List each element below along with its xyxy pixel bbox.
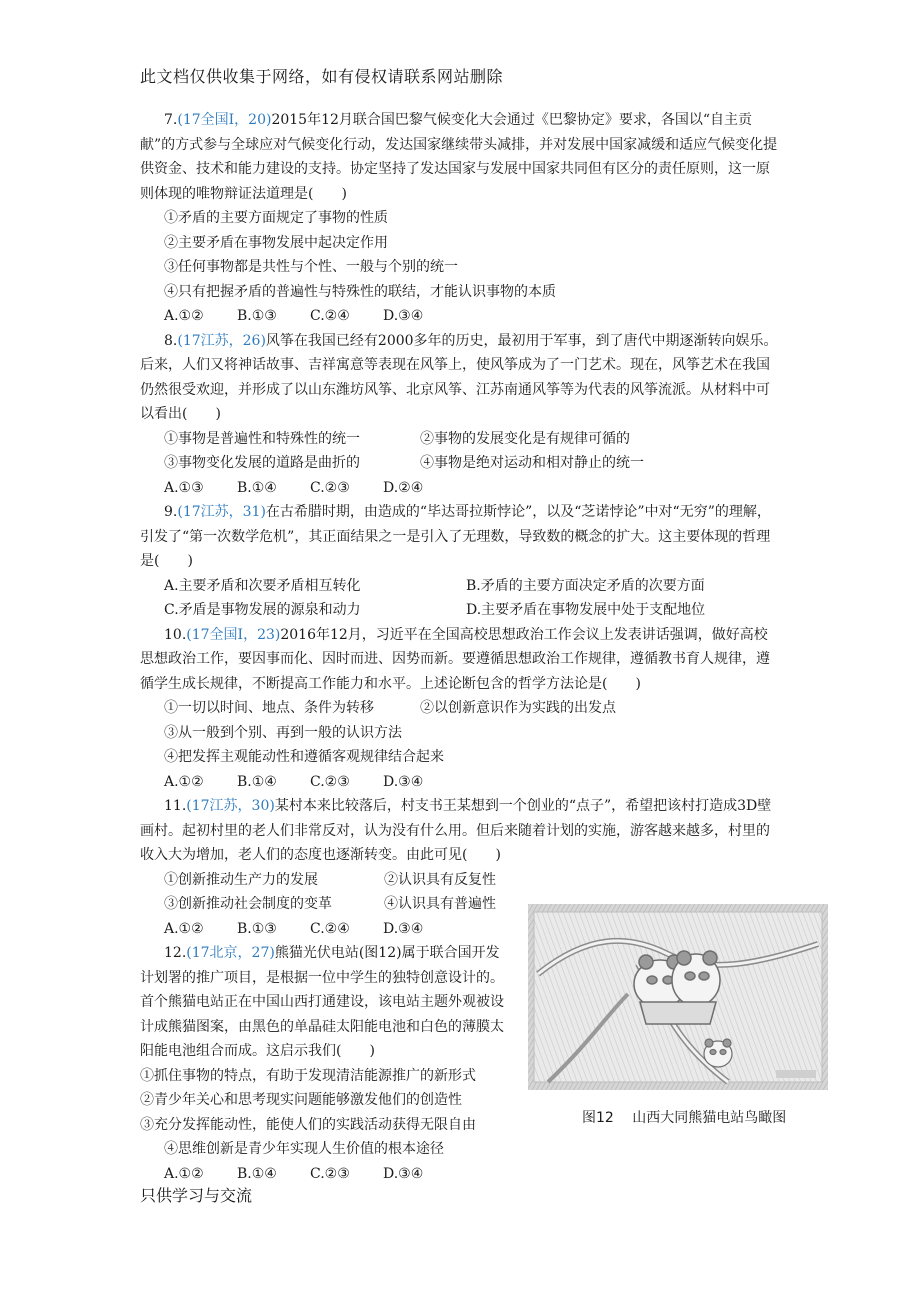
question-9 bbox=[140, 500, 780, 623]
question-10-choice-a: A.①② bbox=[164, 773, 204, 790]
question-8-stem bbox=[140, 329, 780, 427]
question-9-source: (17江苏，31) bbox=[177, 504, 266, 520]
question-7-option-2: ②主要矛盾在事物发展中起决定作用 bbox=[164, 234, 388, 251]
question-10-number: 10. bbox=[164, 626, 187, 643]
question-8-option-1: ①事物是普遍性和特殊性的统一 bbox=[164, 430, 360, 447]
panda-power-station-photo bbox=[528, 904, 828, 1090]
question-10-options-row-1 bbox=[140, 696, 780, 721]
question-7-choice-c: C.②④ bbox=[310, 308, 350, 324]
question-12-option-4: ④思维创新是青少年实现人生价值的根本途径 bbox=[164, 1141, 444, 1157]
question-10 bbox=[140, 623, 780, 795]
question-11-source: (17江苏，30) bbox=[186, 798, 275, 814]
question-10-source: (17全国Ⅰ，23) bbox=[186, 626, 281, 643]
question-11-choice-d: D.③④ bbox=[383, 920, 424, 937]
question-8-number: 8. bbox=[164, 332, 178, 349]
question-8-choice-c: C.②③ bbox=[310, 479, 350, 496]
question-8-choice-a: A.①③ bbox=[164, 479, 204, 496]
question-7-option-1: ①矛盾的主要方面规定了事物的性质 bbox=[164, 210, 388, 226]
question-7-choice-d: D.③④ bbox=[383, 308, 424, 324]
question-9-stem bbox=[140, 500, 780, 574]
question-8 bbox=[140, 329, 780, 501]
question-9-choices-row-2 bbox=[140, 598, 780, 623]
question-10-option-4: ④把发挥主观能动性和遵循客观规律结合起来 bbox=[164, 749, 444, 765]
question-7 bbox=[140, 108, 780, 329]
question-11-choice-b: B.①③ bbox=[237, 920, 277, 937]
question-11-choice-c: C.②④ bbox=[310, 920, 350, 937]
question-11-text: 某村本来比较落后，村支书王某想到一个创业的“点子”，希望把该村打造成3D壁画村。起初村里的老人们非常反对，认为没有什么用。但后来随着计划的实施，游客越来越多，村里的收入大为增加，老人们的态度也逐渐转变。由此可见( ) bbox=[140, 798, 772, 863]
question-8-text: 风筝在我国已经有2000多年的历史，最初用于军事，到了唐代中期逐渐转向娱乐。后来，人们又将神话故事、吉祥寓意等表现在风筝上，使风筝成为了一门艺术。现在，风筝艺术在我国仍然很受欢迎，并形成了以山东潍坊风筝、北京风筝、江苏南通风筝等为代表的风筝流派。从材料中可以看出( ) bbox=[140, 332, 778, 422]
aerial-photo-illustration bbox=[528, 904, 828, 1090]
question-10-choice-c: C.②③ bbox=[310, 773, 350, 790]
question-7-stem bbox=[140, 108, 780, 206]
question-11-stem bbox=[140, 794, 780, 868]
question-7-choices bbox=[140, 304, 780, 329]
question-11-option-2: ②认识具有反复性 bbox=[384, 871, 496, 888]
question-12-choice-b: B.①④ bbox=[237, 1165, 277, 1182]
question-8-choice-b: B.①④ bbox=[237, 479, 277, 496]
question-12-choice-c: C.②③ bbox=[310, 1165, 350, 1182]
question-10-choice-b: B.①④ bbox=[237, 773, 277, 790]
question-7-choice-b: B.①③ bbox=[237, 308, 277, 324]
question-9-number: 9. bbox=[164, 504, 178, 520]
question-7-source: (17全国Ⅰ，20) bbox=[177, 112, 272, 128]
question-10-text: 2016年12月，习近平在全国高校思想政治工作会议上发表讲话强调，做好高校思想政治工作，要因事而化、因时而进、因势而新。要遵循思想政治工作规律，遵循教书育人规律，遵循学生成长规律，不断提高工作能力和水平。上述论断包含的哲学方法论是( ) bbox=[140, 626, 770, 692]
question-9-choice-b: B.矛盾的主要方面决定矛盾的次要方面 bbox=[466, 577, 705, 594]
question-11-options-row-1 bbox=[140, 868, 780, 893]
question-8-option-3: ③事物变化发展的道路是曲折的 bbox=[164, 455, 360, 471]
question-12-choice-d: D.③④ bbox=[383, 1165, 424, 1182]
question-12-option-1: ①抓住事物的特点，有助于发现清洁能源推广的新形式 bbox=[140, 1067, 476, 1084]
question-10-option-3: ③从一般到个别、再到一般的认识方法 bbox=[164, 724, 402, 741]
question-12-option-3: ③充分发挥能动性，能使人们的实践活动获得无限自由 bbox=[140, 1116, 476, 1133]
question-11-number: 11. bbox=[164, 798, 187, 814]
question-12-number: 12. bbox=[164, 945, 187, 961]
question-11-option-4: ④认识具有普遍性 bbox=[384, 896, 496, 912]
page-footer: 只供学习与交流 bbox=[140, 1186, 253, 1205]
panda-figure-small bbox=[704, 1039, 732, 1067]
question-10-choice-d: D.③④ bbox=[383, 773, 424, 790]
question-10-option-1: ①一切以时间、地点、条件为转移 bbox=[164, 700, 374, 716]
figure-caption: 图12 山西大同熊猫电站鸟瞰图 bbox=[582, 1110, 787, 1126]
question-9-choice-a: A.主要矛盾和次要矛盾相互转化 bbox=[164, 577, 361, 594]
panda-figure-large bbox=[634, 951, 720, 1024]
page-header: 此文档仅供收集于网络，如有侵权请联系网站删除 bbox=[140, 67, 504, 86]
question-9-choice-c: C.矛盾是事物发展的源泉和动力 bbox=[164, 602, 361, 618]
question-8-options-row-1 bbox=[140, 427, 780, 452]
question-9-choice-d: D.主要矛盾在事物发展中处于支配地位 bbox=[466, 602, 706, 618]
question-8-option-2: ②事物的发展变化是有规律可循的 bbox=[420, 430, 630, 447]
question-12-source: (17北京，27) bbox=[186, 945, 275, 961]
question-12-text: 熊猫光伏电站(图12)属于联合国开发计划署的推广项目，是根据一位中学生的独特创意设计的。首个熊猫电站正在中国山西打通建设，该电站主题外观被设计成熊猫图案，由黑色的单晶硅太阳能电池和白色的薄膜太阳能电池组合而成。这启示我们( ) bbox=[140, 945, 504, 1059]
question-8-source: (17江苏，26) bbox=[177, 332, 266, 349]
question-8-choices bbox=[140, 476, 780, 501]
question-11-option-1: ①创新推动生产力的发展 bbox=[164, 871, 318, 888]
question-10-stem bbox=[140, 623, 780, 697]
question-12-option-2: ②青少年关心和思考现实问题能够激发他们的创造性 bbox=[140, 1092, 462, 1108]
question-8-options-row-2 bbox=[140, 451, 780, 476]
question-7-number: 7. bbox=[164, 112, 178, 128]
question-7-text: 2015年12月联合国巴黎气候变化大会通过《巴黎协定》要求，各国以“自主贡献”的方式参与全球应对气候变化行动，发达国家继续带头减排，并对发展中国家减缓和适应气候变化提供资金、技术和能力建设的支持。协定坚持了发达国家与发展中国家共同但有区分的责任原则，这一原则体现的唯物辩证法道理是( ) bbox=[140, 112, 778, 202]
question-7-option-4: ④只有把握矛盾的普遍性与特殊性的联结，才能认识事物的本质 bbox=[164, 283, 556, 300]
question-7-choice-a: A.①② bbox=[164, 308, 204, 324]
question-9-choices-row-1 bbox=[140, 574, 780, 599]
question-12-choice-a: A.①② bbox=[164, 1165, 204, 1182]
question-10-option-2: ②以创新意识作为实践的出发点 bbox=[420, 700, 616, 716]
question-11-option-3: ③创新推动社会制度的变革 bbox=[164, 896, 332, 912]
question-11-choice-a: A.①② bbox=[164, 920, 204, 937]
question-9-text: 在古希腊时期，由造成的“毕达哥拉斯悖论”，以及“芝诺悖论”中对“无穷”的理解，引发了“第一次数学危机”，其正面结果之一是引入了无理数，导致数的概念的扩大。这主要体现的哲理是( ) bbox=[140, 504, 771, 569]
question-10-choices bbox=[140, 770, 780, 795]
question-7-option-3: ③任何事物都是共性与个性、一般与个别的统一 bbox=[164, 259, 458, 275]
question-8-option-4: ④事物是绝对运动和相对静止的统一 bbox=[420, 455, 644, 471]
question-12-stem bbox=[140, 941, 512, 1064]
question-8-choice-d: D.②④ bbox=[383, 479, 424, 496]
